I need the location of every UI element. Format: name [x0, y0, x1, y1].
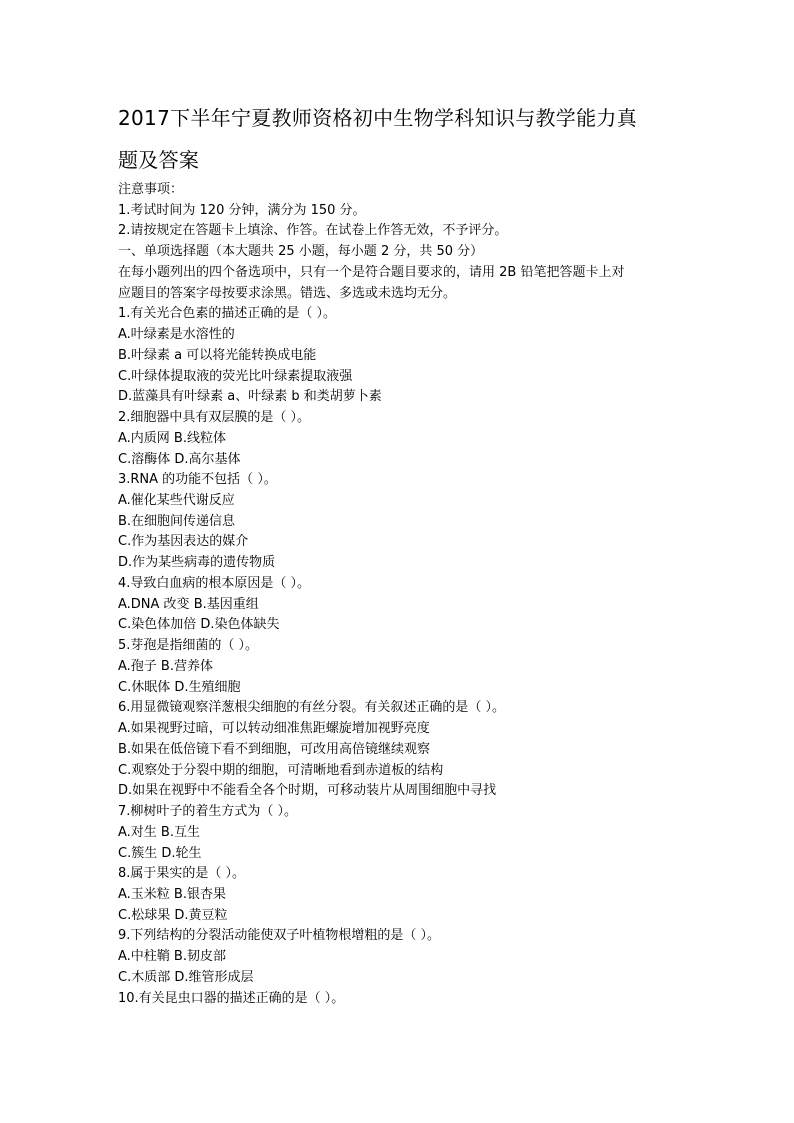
text-line: C.染色体加倍 D.染色体缺失 — [118, 617, 280, 633]
text-line: 1.有关光合色素的描述正确的是（ ）。 — [118, 306, 337, 322]
text-line: A.玉米粒 B.银杏果 — [118, 886, 226, 902]
text-line: B.如果在低倍镜下看不到细胞，可改用高倍镜继续观察 — [118, 741, 431, 757]
text-line: B.叶绿素 a 可以将光能转换成电能 — [118, 347, 317, 363]
text-line: 2.请按规定在答题卡上填涂、作答。在试卷上作答无效，不予评分。 — [118, 223, 508, 239]
text-line: B.在细胞间传递信息 — [118, 513, 236, 529]
text-line: 1.考试时间为 120 分钟，满分为 150 分。 — [118, 202, 366, 218]
document-title-line-1: 2017下半年宁夏教师资格初中生物学科知识与教学能力真 — [118, 106, 637, 130]
document-title-line-2: 题及答案 — [118, 148, 200, 172]
text-line: 一、单项选择题（本大题共 25 小题，每小题 2 分，共 50 分） — [118, 244, 484, 260]
text-line: C.叶绿体提取液的荧光比叶绿素提取液强 — [118, 368, 353, 384]
text-line: C.观察处于分裂中期的细胞，可清晰地看到赤道板的结构 — [118, 762, 444, 778]
text-line: 6.用显微镜观察洋葱根尖细胞的有丝分裂。有关叙述正确的是（ ）。 — [118, 700, 506, 716]
text-line: A.中柱鞘 B.韧皮部 — [118, 949, 226, 965]
text-line: D.蓝藻具有叶绿素 a、叶绿素 b 和类胡萝卜素 — [118, 389, 382, 405]
text-line: 应题目的答案字母按要求涂黑。错选、多选或未选均无分。 — [118, 285, 457, 301]
text-line: C.簇生 D.轮生 — [118, 845, 202, 861]
text-line: 3.RNA 的功能不包括（ ）。 — [118, 472, 277, 488]
text-line: 4.导致白血病的根本原因是（ ）。 — [118, 575, 311, 591]
text-line: 2.细胞器中具有双层膜的是（ ）。 — [118, 410, 311, 426]
text-line: 注意事项： — [118, 182, 184, 197]
text-line: A.对生 B.互生 — [118, 824, 200, 840]
text-line: 5.芽孢是指细菌的（ ）。 — [118, 638, 259, 654]
text-line: A.如果视野过暗，可以转动细准焦距螺旋增加视野亮度 — [118, 721, 430, 737]
text-line: A.催化某些代谢反应 — [118, 493, 235, 509]
text-line: A.孢子 B.营养体 — [118, 658, 213, 674]
text-line: D.如果在视野中不能看全各个时期，可移动装片从周围细胞中寻找 — [118, 783, 497, 799]
text-line: A.叶绿素是水溶性的 — [118, 327, 235, 343]
text-line: 9.下列结构的分裂活动能使双子叶植物根增粗的是（ ）。 — [118, 928, 441, 944]
text-line: 10.有关昆虫口器的描述正确的是（ ）。 — [118, 990, 345, 1006]
text-line: C.溶酶体 D.高尔基体 — [118, 451, 241, 467]
text-line: 7.柳树叶子的着生方式为（ ）。 — [118, 804, 298, 820]
text-line: C.松球果 D.黄豆粒 — [118, 907, 228, 923]
text-line: C.作为基因表达的媒介 — [118, 534, 249, 550]
text-line: A.DNA 改变 B.基因重组 — [118, 596, 259, 612]
text-line: A.内质网 B.线粒体 — [118, 430, 226, 446]
text-line: 8.属于果实的是（ ）。 — [118, 866, 246, 882]
text-line: C.休眠体 D.生殖细胞 — [118, 679, 241, 695]
text-line: D.作为某些病毒的遗传物质 — [118, 555, 276, 571]
text-line: 在每小题列出的四个备选项中，只有一个是符合题目要求的，请用 2B 铅笔把答题卡上对 — [118, 264, 625, 280]
document-body — [118, 180, 678, 1009]
text-line: C.木质部 D.维管形成层 — [118, 969, 254, 985]
